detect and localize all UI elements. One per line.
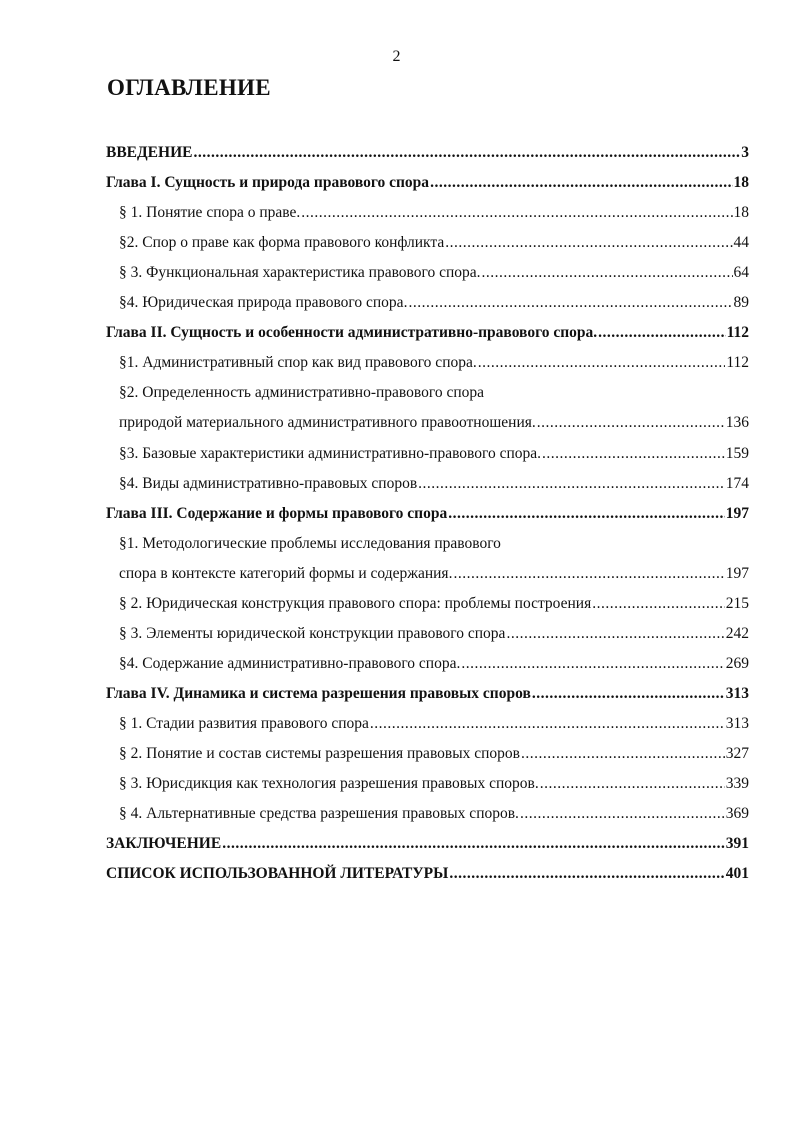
- toc-entry: [106, 681, 749, 707]
- toc-dot-leader: [478, 350, 726, 376]
- toc-entry-page: 215: [725, 594, 749, 612]
- toc-entry-page: 112: [726, 354, 749, 372]
- toc-dot-leader: [461, 651, 724, 677]
- toc-entry-page: 197: [725, 564, 749, 582]
- toc-entry-title: § 1. Понятие спора о праве.: [119, 204, 301, 222]
- toc-entry-page: 112: [726, 324, 749, 342]
- toc-entry-title: § 3. Элементы юридической конструкции правового спора: [119, 624, 506, 642]
- toc-entry: [119, 471, 749, 497]
- page-title: ОГЛАВЛЕНИЕ: [107, 75, 271, 100]
- toc-entry: [119, 561, 749, 587]
- toc-entry-title: Глава III. Содержание и формы правового спора: [106, 504, 448, 522]
- toc-entry-page: 18: [733, 204, 749, 222]
- toc-dot-leader: [537, 410, 725, 436]
- toc-entry-page: 401: [725, 865, 749, 883]
- toc-dot-leader: [598, 320, 725, 346]
- toc-dot-leader: [430, 170, 732, 196]
- toc-entry: [119, 350, 749, 376]
- toc-entry-page: 339: [725, 775, 749, 793]
- toc-entry: [119, 591, 749, 617]
- toc-dot-leader: [449, 861, 724, 887]
- toc-entry-title: §1. Административный спор как вид правового спора.: [119, 354, 477, 372]
- toc-entry: [119, 801, 749, 827]
- toc-entry: [119, 711, 749, 737]
- toc-dot-leader: [370, 711, 725, 737]
- toc-entry-page: 136: [725, 414, 749, 432]
- toc-entry-title: природой материального административного правоотношения.: [119, 414, 536, 432]
- toc-entry-title: §4. Виды административно-правовых споров: [119, 474, 418, 492]
- toc-entry: [119, 651, 749, 677]
- toc-entry: [106, 140, 749, 166]
- toc-entry-page: 313: [725, 714, 749, 732]
- toc-dot-leader: [542, 441, 725, 467]
- toc-entry-page: 269: [725, 654, 749, 672]
- toc-entry: [119, 260, 749, 286]
- toc-dot-leader: [448, 501, 725, 527]
- toc-entry-page: 391: [725, 835, 749, 853]
- toc-entry-page: 242: [725, 624, 749, 642]
- toc-entry-title: Глава II. Сущность и особенности административно-правового спора.: [106, 324, 598, 342]
- toc-entry-title: § 2. Понятие и состав системы разрешения правовых споров: [119, 745, 521, 762]
- toc-entry: [106, 861, 749, 887]
- toc-dot-leader: [418, 471, 725, 497]
- toc-entry-title: § 3. Функциональная характеристика правового спора.: [119, 264, 481, 282]
- toc-entry-title: §2. Спор о праве как форма правового конфликта: [119, 234, 445, 252]
- toc-entry-title: §1. Методологические проблемы исследования правового: [119, 534, 501, 552]
- toc-entry: [119, 290, 749, 316]
- page-number: 2: [392, 48, 401, 65]
- toc-entry-page: 159: [725, 444, 749, 462]
- toc-entry-page: 369: [725, 805, 749, 823]
- toc-dot-leader: [532, 681, 725, 707]
- toc-entry: [119, 741, 749, 767]
- toc-entry-page: 313: [725, 684, 749, 702]
- toc-dot-leader: [301, 200, 732, 226]
- toc-entry: [119, 230, 749, 256]
- toc-entry-title: §3. Базовые характеристики административно-правового спора.: [119, 444, 542, 462]
- toc-dot-leader: [453, 561, 724, 587]
- toc-entry-title: Глава IV. Динамика и система разрешения правовых споров: [106, 684, 531, 702]
- toc-entry: [106, 831, 749, 857]
- toc-entry: [106, 501, 749, 527]
- toc-entry-page: 18: [733, 174, 749, 192]
- toc-entry-page: 64: [733, 264, 749, 282]
- toc-entry-title: Глава I. Сущность и природа правового спора: [106, 174, 430, 192]
- toc-dot-leader: [408, 290, 732, 316]
- toc-entry-page: 3: [741, 144, 749, 161]
- toc-entry: [119, 200, 749, 226]
- toc-entry-title: §4. Содержание административно-правового спора.: [119, 654, 461, 672]
- toc-entry: [119, 441, 749, 467]
- toc-entry: [119, 621, 749, 647]
- toc-entry: [106, 170, 749, 196]
- toc-entry-page: 44: [733, 234, 749, 252]
- toc-entry-page: 174: [725, 474, 749, 492]
- toc-dot-leader: [193, 140, 740, 166]
- toc-entry-title: § 1. Стадии развития правового спора: [119, 714, 369, 732]
- toc-dot-leader: [506, 621, 724, 647]
- toc-entry-title: § 4. Альтернативные средства разрешения правовых споров.: [119, 805, 519, 823]
- toc-dot-leader: [222, 831, 725, 857]
- toc-dot-leader: [592, 591, 725, 617]
- toc-entry-title: §4. Юридическая природа правового спора.: [119, 294, 408, 312]
- toc-entry-title: спора в контексте категорий формы и содержания.: [119, 564, 453, 582]
- toc-entry-title: §2. Определенность административно-правового спора: [119, 384, 484, 402]
- toc-entry-title: § 2. Юридическая конструкция правового спора: проблемы построения: [119, 594, 592, 612]
- toc-dot-leader: [520, 801, 725, 827]
- toc-entry-page: 89: [733, 294, 749, 312]
- toc-entry-title: § 3. Юрисдикция как технология разрешения правовых споров.: [119, 775, 539, 793]
- toc-entry-title: ЗАКЛЮЧЕНИЕ: [106, 835, 222, 853]
- toc-entry-title: СПИСОК ИСПОЛЬЗОВАННОЙ ЛИТЕРАТУРЫ: [106, 865, 449, 883]
- toc-dot-leader: [482, 260, 733, 286]
- toc-entry-page: 327: [725, 745, 749, 762]
- toc-entry: [119, 410, 749, 436]
- toc-entry-title: ВВЕДЕНИЕ: [106, 144, 193, 161]
- toc-dot-leader: [445, 230, 732, 256]
- toc-entry-page: 197: [725, 504, 749, 522]
- toc-entry: [119, 531, 749, 557]
- toc-dot-leader: [540, 771, 725, 797]
- toc-dot-leader: [521, 741, 725, 767]
- toc-entry: [119, 380, 749, 406]
- toc-entry: [119, 771, 749, 797]
- toc-entry: [106, 320, 749, 346]
